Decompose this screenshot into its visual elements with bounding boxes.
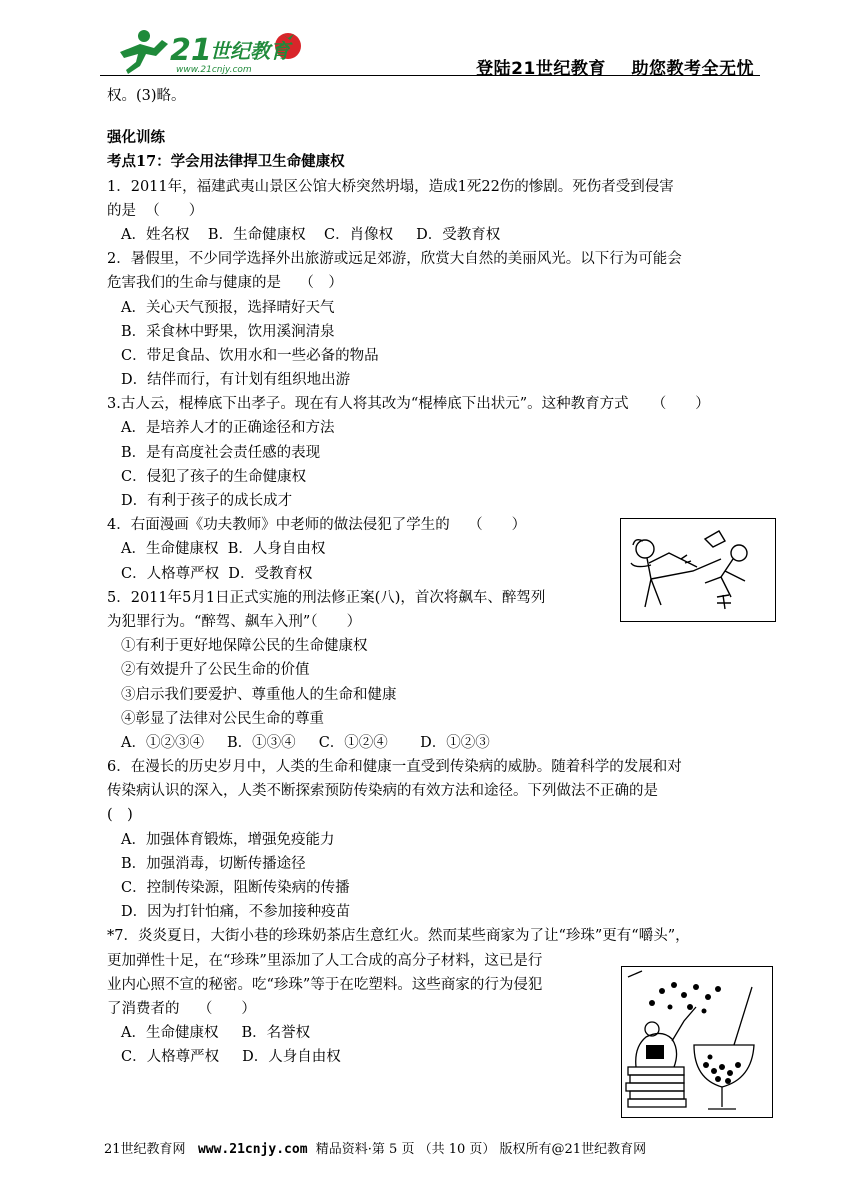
answer-option: A．生命健康权 B．人身自由权: [121, 541, 326, 558]
answer-option: D．有利于孩子的成长成才: [121, 493, 293, 509]
question-text: 5．2011年5月1日正式实施的刑法修正案(八)，首次将飙车、醉驾列: [107, 589, 546, 606]
svg-text:21: 21: [170, 33, 212, 68]
footer-right: 精品资料·第 5 页 （共 10 页） 版权所有@21世纪教育网: [307, 1142, 647, 1157]
answer-option: D．结伴而行，有计划有组织地出游: [121, 372, 351, 389]
answer-option: A．关心天气预报，选择晴好天气: [121, 299, 335, 316]
question-text: 更加弹性十足，在“珍珠”里添加了人工合成的高分子材料，这已是行: [107, 952, 543, 969]
answer-option: C．控制传染源，阻断传染病的传播: [121, 880, 350, 896]
question-text: 业内心照不宣的秘密。吃“珍珠”等于在吃塑料。这些商家的行为侵犯: [107, 976, 543, 993]
answer-option: B．是有高度社会责任感的表现: [121, 444, 321, 461]
cartoon-pearl-milk-tea: [621, 966, 773, 1118]
answer-option: C．人格尊严权 D．受教育权: [121, 565, 313, 582]
page-footer: [104, 1138, 646, 1157]
answer-option: ②有效提升了公民生命的价值: [121, 662, 310, 679]
section-heading: 考点17：学会用法律捍卫生命健康权: [107, 153, 345, 171]
answer-option: A．加强体育锻炼，增强免疫能力: [121, 831, 335, 848]
answer-option: A．是培养人才的正确途径和方法: [121, 420, 335, 437]
header-slogan: 登陆21世纪教育 助您教考全无忧: [476, 59, 754, 79]
answer-option: C．带足食品、饮用水和一些必备的物品: [121, 347, 379, 364]
answer-option: B．采食林中野果，饮用溪涧清泉: [121, 323, 335, 340]
answer-option: A．姓名权 B．生命健康权 C．肖像权 D．受教育权: [121, 226, 501, 243]
cartoon-kungfu-teacher: [620, 518, 776, 622]
question-text: *7．炎炎夏日，大街小巷的珍珠奶茶店生意红火。然而某些商家为了让“珍珠”更有“嚼头”，: [107, 928, 690, 945]
page-header: [100, 22, 760, 78]
answer-option: C．人格尊严权 D．人身自由权: [121, 1049, 341, 1066]
question-text: 2．暑假里，不少同学选择外出旅游或远足郊游，欣赏大自然的美丽风光。以下行为可能会: [107, 251, 682, 268]
answer-option: A．①②③④ B．①③④ C．①②④ D．①②③: [121, 734, 490, 751]
question-text: 1．2011年，福建武夷山景区公馆大桥突然坍塌，造成1死22伤的惨剧。死伤者受到侵害: [107, 178, 674, 195]
question-text: 6．在漫长的历史岁月中，人类的生命和健康一直受到传染病的威胁。随着科学的发展和对: [107, 759, 682, 776]
header-divider: [100, 75, 760, 76]
section-heading: 强化训练: [107, 129, 165, 147]
question-text: 4．右面漫画《功夫教师》中老师的做法侵犯了学生的 （ ）: [107, 517, 527, 534]
question-text: 了消费者的 （ ）: [107, 1000, 256, 1017]
question-text: [107, 108, 757, 126]
svg-text:www.21cnjy.com: www.21cnjy.com: [176, 65, 252, 75]
question-text: 危害我们的生命与健康的是 （ ）: [107, 275, 343, 292]
answer-option: ①有利于更好地保障公民的生命健康权: [121, 638, 368, 655]
question-text: 为犯罪行为。“醉驾、飙车入刑”（ ）: [107, 613, 362, 630]
footer-url-link[interactable]: www.21cnjy.com: [197, 1142, 308, 1157]
kungfu-teacher-drawing: [621, 519, 775, 621]
footer-left: 21世纪教育网: [104, 1142, 198, 1157]
question-text: 权。(3)略。: [107, 88, 186, 104]
answer-option: A．生命健康权 B．名誉权: [121, 1025, 311, 1042]
answer-option: B．加强消毒，切断传播途径: [121, 855, 306, 872]
answer-option: ③启示我们要爱护、尊重他人的生命和健康: [121, 686, 397, 703]
answer-option: D．因为打针怕痛，不参加接种疫苗: [121, 904, 351, 921]
logo-graphic: [110, 22, 310, 78]
answer-option: C．侵犯了孩子的生命健康权: [121, 468, 307, 485]
question-text: 的是 （ ）: [107, 202, 204, 219]
svg-text:世纪教育: 世纪教育: [210, 39, 290, 63]
site-logo[interactable]: [110, 22, 310, 78]
question-text: 传染病认识的深入，人类不断探索预防传染病的有效方法和途径。下列做法不正确的是: [107, 783, 658, 800]
pearl-milk-tea-drawing: [622, 967, 772, 1117]
question-text: 3.古人云，棍棒底下出孝子。现在有人将其改为“棍棒底下出状元”。这种教育方式 （ ）: [107, 396, 710, 413]
question-text: ( ): [107, 807, 133, 824]
answer-option: ④彰显了法律对公民生命的尊重: [121, 710, 324, 727]
